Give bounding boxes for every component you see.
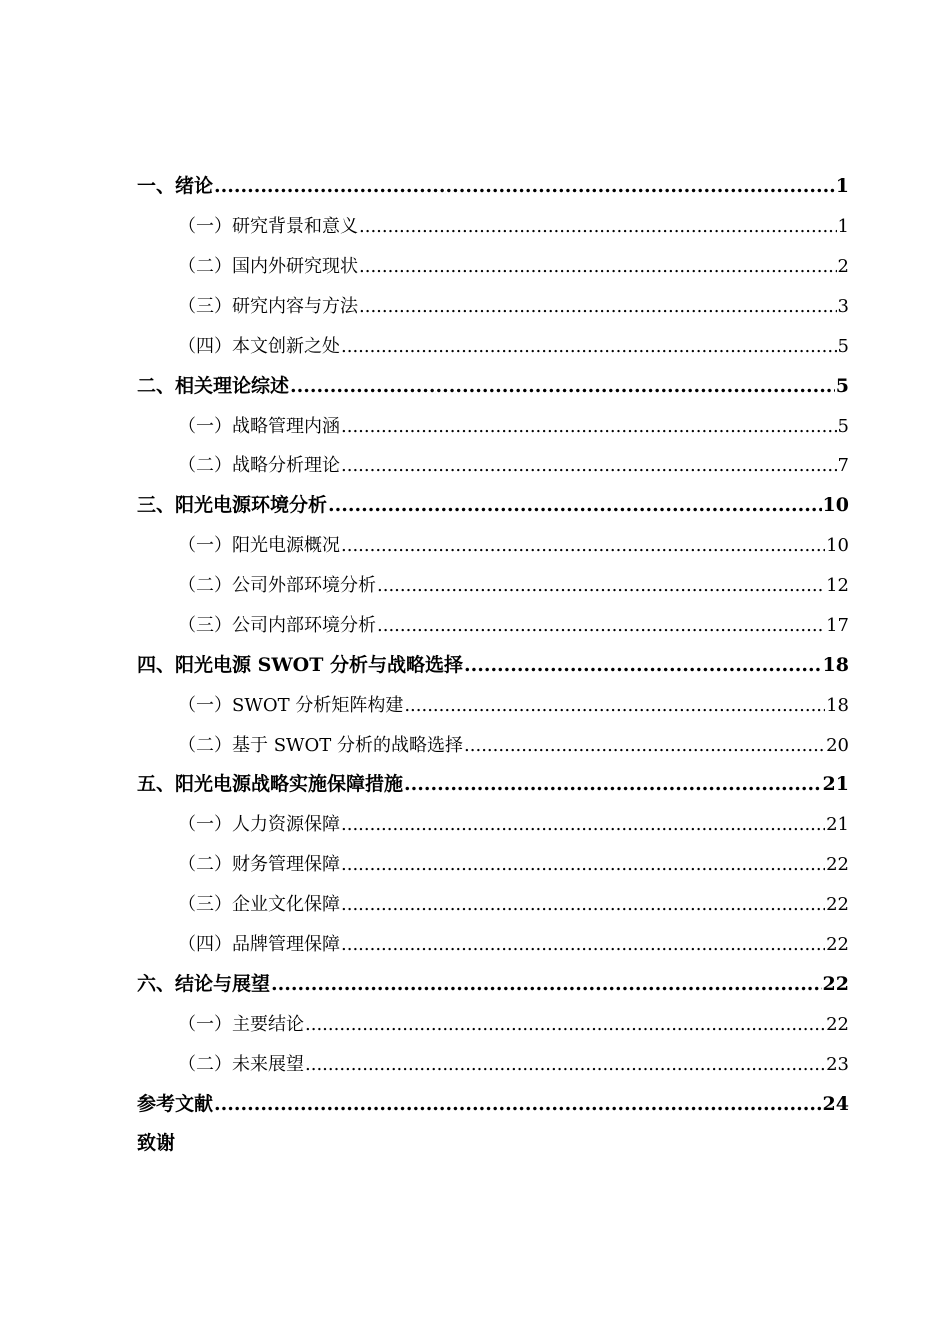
- toc-leader-dots: [305, 1015, 825, 1036]
- toc-entry-page: 5: [837, 415, 849, 437]
- toc-entry-title: （一）阳光电源概况: [178, 535, 340, 557]
- toc-entry[interactable]: [137, 677, 849, 717]
- toc-entry-title: （一）主要结论: [178, 1013, 304, 1035]
- toc-entry[interactable]: [137, 1036, 849, 1076]
- toc-entry-page: 10: [822, 494, 849, 517]
- toc-leader-dots: [341, 536, 825, 557]
- toc-entry-page: 18: [826, 694, 849, 716]
- toc-leader-dots: [404, 696, 825, 717]
- toc-leader-dots: [290, 376, 835, 398]
- toc-entry-page: 22: [826, 854, 849, 876]
- toc-entry[interactable]: [137, 637, 849, 677]
- toc-entry-title: （四）本文创新之处: [178, 335, 340, 357]
- toc-entry-title: 一、绪论: [137, 175, 214, 198]
- toc-entry[interactable]: [137, 756, 849, 796]
- toc-leader-dots: [305, 1055, 825, 1076]
- toc-leader-dots: [359, 217, 837, 238]
- toc-leader-dots: [341, 815, 825, 836]
- toc-entry[interactable]: [137, 1115, 849, 1155]
- toc-leader-dots: [341, 417, 837, 438]
- toc-entry-title: 参考文献: [137, 1092, 214, 1115]
- toc-entry-page: 20: [826, 734, 849, 756]
- toc-entry[interactable]: [137, 437, 849, 477]
- toc-entry-page: 17: [826, 615, 849, 636]
- toc-entry-title: （三）企业文化保障: [178, 894, 340, 916]
- toc-leader-dots: [464, 736, 825, 757]
- toc-entry-title: （二）公司外部环境分析: [178, 575, 376, 597]
- toc-leader-dots: [341, 855, 825, 876]
- toc-entry-title: 四、阳光电源 SWOT 分析与战略选择: [137, 653, 463, 676]
- toc-leader-dots: [214, 176, 835, 198]
- toc-entry[interactable]: [137, 956, 849, 996]
- toc-leader-dots: [464, 655, 822, 677]
- toc-leader-dots: [377, 576, 825, 597]
- toc-entry[interactable]: [137, 716, 849, 756]
- toc-entry-page: 12: [826, 575, 849, 597]
- toc-entry-page: 5: [837, 335, 849, 357]
- toc-entry[interactable]: [137, 397, 849, 437]
- toc-entry-title: （二）国内外研究现状: [178, 255, 358, 277]
- toc-entry-title: 五、阳光电源战略实施保障措施: [137, 773, 404, 796]
- toc-entry[interactable]: [137, 876, 849, 916]
- toc-leader-dots: [271, 974, 822, 996]
- toc-entry[interactable]: [137, 477, 849, 517]
- toc-entry-page: 24: [822, 1092, 849, 1115]
- toc-entry[interactable]: [137, 278, 849, 318]
- toc-entry-title: （三）公司内部环境分析: [178, 615, 376, 636]
- toc-entry-title: （二）基于 SWOT 分析的战略选择: [178, 734, 464, 756]
- toc-entry-page: 18: [822, 653, 849, 676]
- toc-entry-title: （一）研究背景和意义: [178, 216, 358, 238]
- toc-entry-page: 7: [837, 455, 849, 477]
- toc-entry-title: （一）战略管理内涵: [178, 415, 340, 437]
- toc-entry[interactable]: [137, 198, 849, 238]
- toc-entry-title: （四）品牌管理保障: [178, 934, 340, 956]
- toc-entry-page: 22: [826, 894, 849, 916]
- toc-entry-page: 22: [822, 972, 849, 995]
- toc-leader-dots: [341, 456, 837, 477]
- toc-entry[interactable]: [137, 597, 849, 637]
- toc-entry-page: 21: [822, 773, 849, 796]
- toc-entry-title: （二）未来展望: [178, 1053, 304, 1075]
- toc-leader-dots: [359, 297, 837, 318]
- toc-entry-title: 二、相关理论综述: [137, 374, 290, 397]
- toc-entry-page: 3: [837, 295, 849, 317]
- toc-entry-page: 21: [826, 814, 849, 836]
- toc-entry-page: 2: [837, 255, 849, 277]
- toc-entry-page: 22: [826, 934, 849, 956]
- toc-entry-title: 致谢: [137, 1132, 176, 1155]
- toc-leader-dots: [404, 774, 822, 796]
- toc-entry[interactable]: [137, 996, 849, 1036]
- toc-entry[interactable]: [137, 318, 849, 358]
- toc-entry-title: 三、阳光电源环境分析: [137, 494, 328, 517]
- toc-leader-dots: [328, 495, 822, 517]
- toc-entry[interactable]: [137, 517, 849, 557]
- toc-leader-dots: [341, 895, 825, 916]
- toc-entry[interactable]: [137, 158, 849, 198]
- toc-entry-title: （二）战略分析理论: [178, 455, 340, 477]
- toc-leader-dots: [377, 616, 825, 637]
- toc-entry[interactable]: [137, 1075, 849, 1115]
- toc-leader-dots: [341, 935, 825, 956]
- toc-entry[interactable]: [137, 357, 849, 397]
- toc-entry-title: （一）人力资源保障: [178, 814, 340, 836]
- toc-entry[interactable]: [137, 796, 849, 836]
- toc-entry-page: 22: [826, 1013, 849, 1035]
- toc-entry[interactable]: [137, 836, 849, 876]
- toc-entry-page: 10: [826, 535, 849, 557]
- toc-leader-dots: [341, 337, 837, 358]
- toc-leader-dots: [214, 1094, 822, 1116]
- toc-entry[interactable]: [137, 916, 849, 956]
- toc-entry-page: 1: [837, 216, 849, 238]
- toc-entry-title: 六、结论与展望: [137, 972, 271, 995]
- toc-entry-page: 1: [835, 175, 849, 198]
- toc-entry-title: （三）研究内容与方法: [178, 295, 358, 317]
- toc-entry[interactable]: [137, 557, 849, 597]
- toc-entry-page: 23: [826, 1053, 849, 1075]
- toc-entry-title: （一）SWOT 分析矩阵构建: [178, 694, 404, 716]
- toc-entry[interactable]: [137, 238, 849, 278]
- toc-leader-dots: [359, 257, 837, 278]
- toc-entry-page: 5: [835, 374, 849, 397]
- table-of-contents: [137, 158, 849, 1155]
- toc-entry-title: （二）财务管理保障: [178, 854, 340, 876]
